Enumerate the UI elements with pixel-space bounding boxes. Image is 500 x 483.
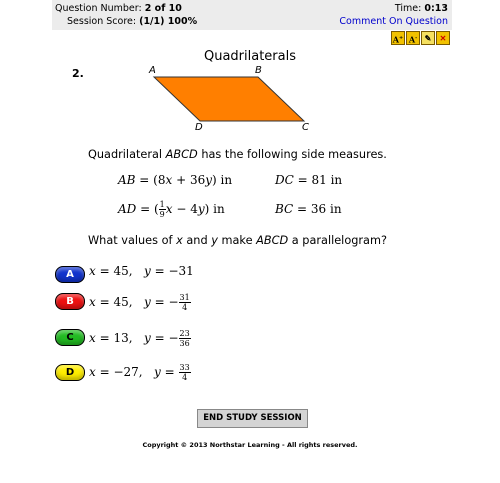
session-score: Session Score: (1/1) 100% xyxy=(67,16,198,27)
font-decrease-icon[interactable]: A- xyxy=(406,31,420,45)
choice-d-button[interactable]: D xyxy=(55,364,85,381)
vertex-b-label: B xyxy=(255,65,262,76)
choice-a-text: x = 45, y = −31 xyxy=(89,264,194,278)
copyright-text: Copyright © 2013 Northstar Learning - All rights reserved. xyxy=(142,441,358,449)
vertex-c-label: C xyxy=(302,122,309,133)
parallelogram-shape xyxy=(154,77,304,121)
question-intro: Quadrilateral ABCD has the following side measures. xyxy=(88,148,387,161)
question-number: Question Number: 2 of 10 xyxy=(55,3,182,14)
timer: Time: 0:13 xyxy=(394,3,448,14)
end-study-session-button[interactable]: END STUDY SESSION xyxy=(197,409,308,428)
close-icon[interactable]: ✕ xyxy=(436,31,450,45)
choice-b-text: x = 45, y = − $\frac{31}{4}$ xyxy=(89,293,190,312)
question-prompt: What values of x and y make ABCD a parallelogram? xyxy=(88,234,387,247)
vertex-a-label: A xyxy=(149,65,156,76)
choice-b-button[interactable]: B xyxy=(55,293,85,310)
vertex-d-label: D xyxy=(195,122,203,133)
font-increase-icon[interactable]: A+ xyxy=(391,31,405,45)
question-number-label: 2. xyxy=(72,67,84,80)
choice-a-button[interactable]: A xyxy=(55,266,85,283)
side-dc: DC = 81 in xyxy=(275,173,343,187)
choice-c-button[interactable]: C xyxy=(55,329,85,346)
side-ab: AB = (8x + 36y) in xyxy=(118,173,233,187)
side-ad: AD = ( $\frac{1}{9}$ x − 4y) in xyxy=(118,200,225,219)
comment-on-question-link[interactable]: Comment On Question xyxy=(339,16,448,27)
choice-d-text: x = −27, y = $\frac{33}{4}$ xyxy=(89,363,190,382)
highlighter-icon[interactable]: ✎ xyxy=(421,31,435,45)
parallelogram-figure xyxy=(140,70,320,140)
choice-c-text: x = 13, y = − $\frac{23}{36}$ xyxy=(89,329,190,348)
side-bc: BC = 36 in xyxy=(275,202,342,216)
figure-title: Quadrilaterals xyxy=(203,49,296,64)
